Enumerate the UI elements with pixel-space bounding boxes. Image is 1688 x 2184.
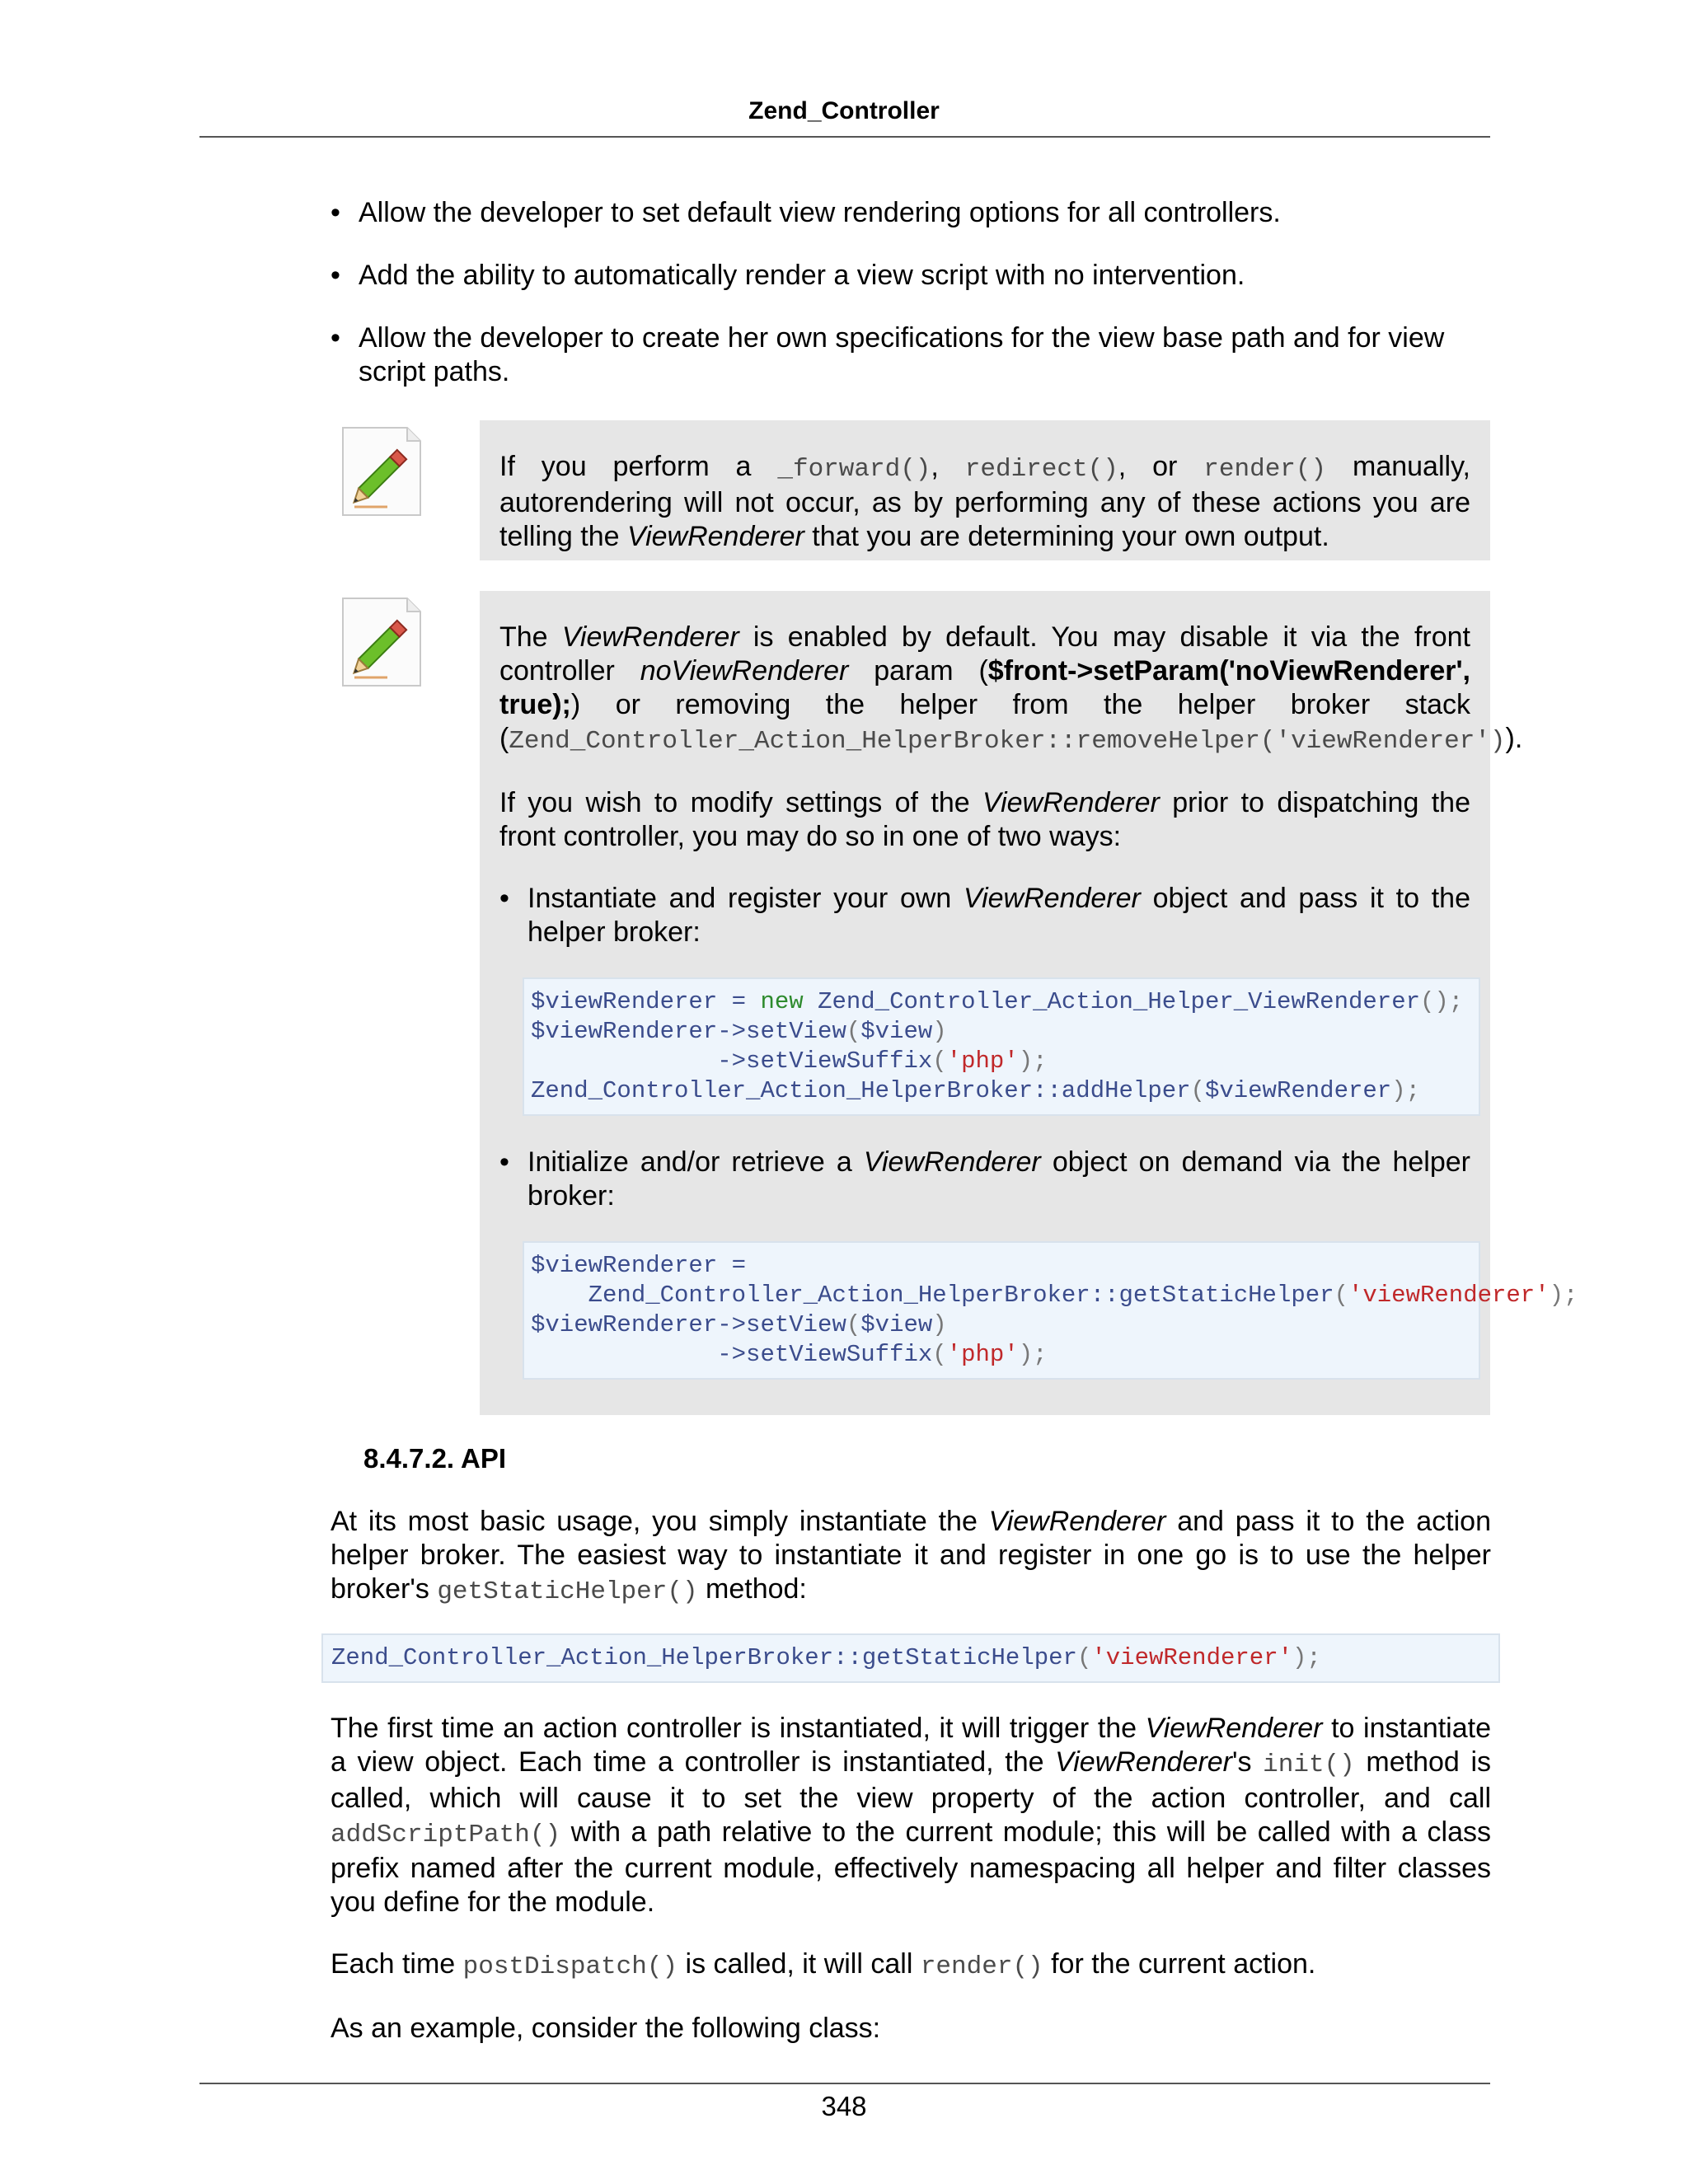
inline-code: _forward() [777,455,931,484]
page-header-title: Zend_Controller [748,97,940,124]
note-text: If you wish to modify settings of the [499,787,983,818]
code-line [531,1281,1578,1310]
pencil-note-icon [338,424,424,518]
code-token: 'php' [946,1341,1019,1368]
note-box [480,591,1578,1415]
code-block [523,977,1480,1116]
code-token: $viewRenderer = [531,988,761,1015]
code-token: 'php' [946,1047,1019,1075]
code-token: ( [1190,1077,1205,1104]
note-text: ). [1505,723,1523,754]
code-token: $viewRenderer = [531,1252,747,1279]
note-emphasis: ViewRenderer [964,883,1141,914]
code-token: $viewRenderer->setView [531,1018,846,1045]
code-token: ( [1334,1282,1348,1309]
note-text: , or [1118,451,1204,482]
body-paragraph [331,1505,1491,1637]
code-line [531,1047,1472,1076]
body-text: method is called, which will cause it to set the view property of the action controller, and call [331,1746,1492,1814]
code-token: Zend_Controller_Action_HelperBroker::getStaticHelper [331,1644,1077,1671]
code-token: ->setViewSuffix [531,1341,933,1368]
code-token: new [760,988,804,1015]
code-token: $viewRenderer->setView [531,1311,846,1338]
footer-rule [199,2083,1490,2084]
code-line [531,987,1472,1017]
list-item: • Add the ability to automatically render a view script with no intervention. [331,259,1491,293]
note-text: Instantiate and register your own [528,883,964,914]
note-text: Initialize and/or retrieve a [528,1146,864,1178]
body-text: and pass it to the action helper broker. The easiest way to instantiate it and register in one go is to use the helper broker's [331,1506,1492,1605]
note-emphasis: ViewRenderer [982,787,1160,818]
code-token: ); [1292,1644,1321,1671]
note-text: is enabled by default. You may disable it via the front controller [499,621,1470,687]
note-text: that you are determining your own output. [804,521,1329,552]
body-text: The first time an action controller is instantiated, it will trigger the [331,1713,1146,1744]
note-emphasis: ViewRenderer [627,521,804,552]
note-text: prior to dispatching the front controller, you may do so in one of two ways: [499,787,1470,852]
code-token: $view [860,1311,933,1338]
body-text: with a path relative to the current module; this will be called with a class prefix named after the current module, effectively namespacing all helper and filter classes you define for the module. [331,1816,1491,1918]
list-item [499,1146,1578,1380]
code-token: (); [1420,988,1464,1015]
note-box [480,420,1490,560]
note-bold-code: $front->setParam('noViewRenderer', true); [499,655,1471,720]
body-text: is called, it will call [678,1948,921,1980]
code-token: 'viewRenderer' [1091,1644,1292,1671]
note-text: param ( [848,655,988,687]
body-text: to instantiate a view object. Each time a controller is instantiated, the [331,1713,1492,1778]
body-text: At its most basic usage, you simply instantiate the [331,1506,989,1537]
code-line [331,1643,1490,1673]
note-emphasis: noViewRenderer [640,655,849,687]
note-emphasis: ViewRenderer [561,621,739,653]
code-token: 'viewRenderer' [1348,1282,1550,1309]
code-token: ->setViewSuffix [531,1047,933,1075]
body-emphasis: ViewRenderer [1055,1746,1232,1778]
code-token: ); [1018,1341,1048,1368]
page-number: 348 [821,2091,867,2121]
note-text: If you perform a [499,451,778,482]
code-token: Zend_Controller_Action_HelperBroker::addHelper [531,1077,1191,1104]
inline-code: init() [1263,1750,1355,1779]
header-rule [199,136,1490,138]
body-text: 's [1232,1746,1264,1778]
inline-code: redirect() [964,455,1118,484]
code-token: ( [932,1341,947,1368]
section-heading: 8.4.7.2. API [363,1443,507,1474]
code-block [523,1241,1578,1380]
code-token: ); [1549,1282,1578,1309]
list-item: • Allow the developer to set default view rendering options for all controllers. [331,196,1491,230]
inline-code: render() [1203,455,1327,484]
pencil-note-icon [338,595,424,689]
inline-code: getStaticHelper() [437,1577,698,1606]
note-text: , [931,451,965,482]
code-line [531,1340,1472,1370]
note-text: object and pass it to the helper broker: [528,883,1470,948]
body-text: Each time [331,1948,463,1980]
note-emphasis: ViewRenderer [863,1146,1041,1178]
code-line [531,1310,1472,1340]
body-text: for the current action. [1043,1948,1316,1980]
code-line [531,1076,1472,1106]
feature-bullet-list [331,196,1491,418]
code-token: ( [1076,1644,1092,1671]
list-item [499,882,1470,1116]
body-emphasis: ViewRenderer [988,1506,1166,1537]
inline-code: render() [920,1952,1043,1981]
code-block [321,1633,1500,1683]
code-line [531,1251,1472,1281]
note-text: The [499,621,562,653]
code-token: ); [1018,1047,1048,1075]
code-token: ( [932,1047,947,1075]
note-text: ) or removing the helper from the helper broker stack ( [499,689,1470,754]
list-item: • Allow the developer to create her own specifications for the view base path and for view script paths. [331,321,1491,389]
code-line [531,1017,1472,1047]
code-token: ) [932,1018,947,1045]
body-text: As an example, consider the following class: [331,2013,881,2044]
body-text: method: [697,1573,807,1605]
inline-code: postDispatch() [462,1952,678,1981]
note-text: object on demand via the helper broker: [528,1146,1470,1212]
code-token: ); [1391,1077,1420,1104]
code-token: ( [846,1018,861,1045]
inline-code: addScriptPath() [331,1821,561,1849]
body-paragraphs [331,1712,1491,2074]
code-token: Zend_Controller_Action_HelperBroker::getStaticHelper [531,1282,1334,1309]
note-option-list [499,882,1578,1380]
note-text: manually, autorendering will not occur, as by performing any of these actions you are telling the [499,451,1470,552]
code-token: $viewRenderer [1204,1077,1392,1104]
body-emphasis: ViewRenderer [1145,1713,1323,1744]
inline-code: Zend_Controller_Action_HelperBroker::removeHelper('viewRenderer') [509,727,1506,756]
code-token: ) [932,1311,947,1338]
code-token: Zend_Controller_Action_Helper_ViewRenderer [803,988,1420,1015]
code-token: $view [860,1018,933,1045]
code-token: ( [846,1311,861,1338]
